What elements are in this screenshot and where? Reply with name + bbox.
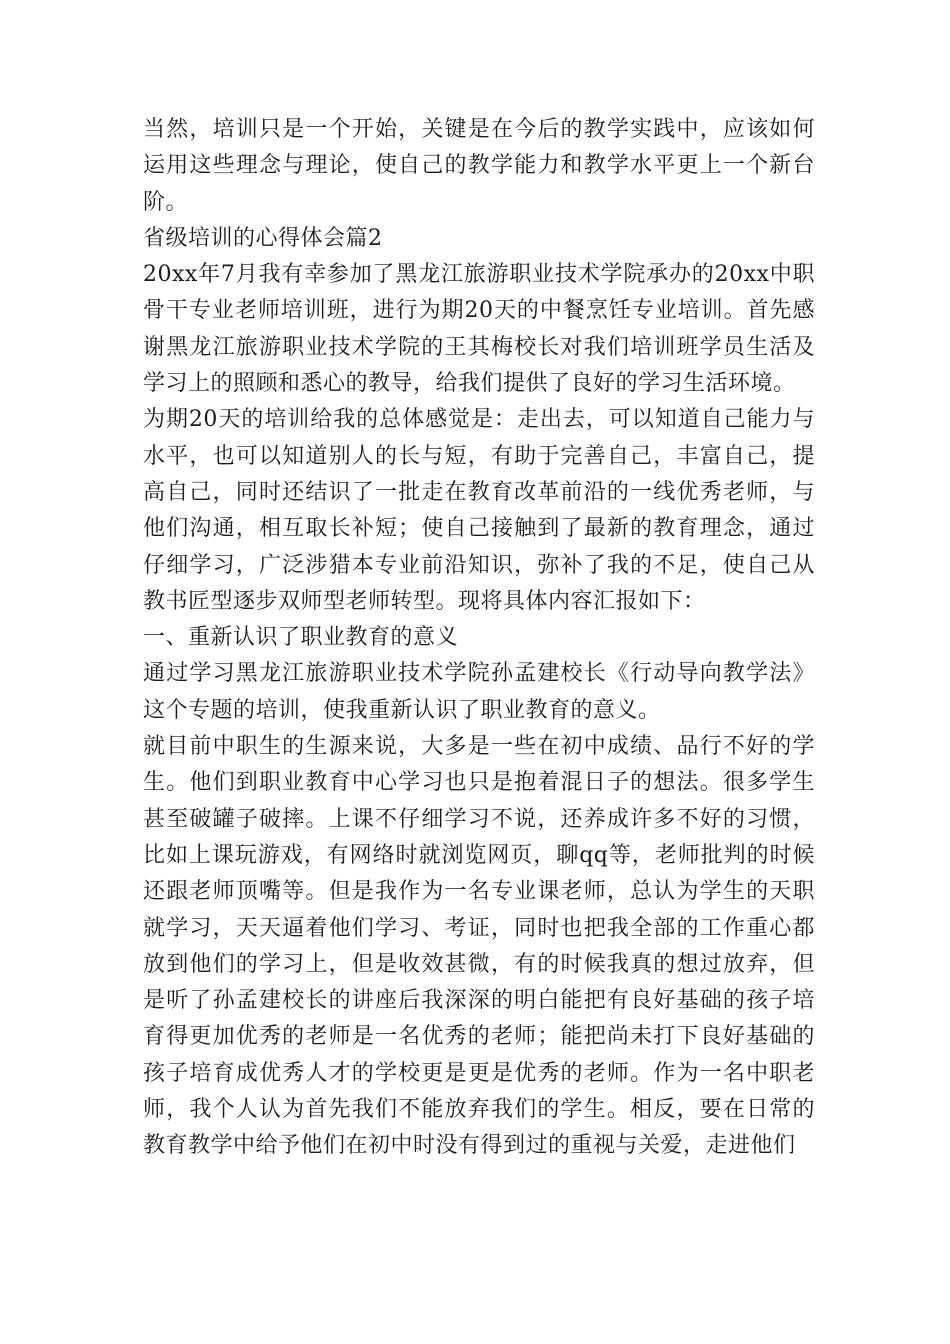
paragraph-overall-impression: 为期20天的培训给我的总体感觉是：走出去，可以知道自己能力与水平，也可以知道别人的长与短，有助于完善自己，丰富自己，提高自己，同时还结识了一批走在教育改革前沿的一线优秀老师，与他们沟通，相互取长补短；使自己接触到了最新的教育理念，通过仔细学习，广泛涉猎本专业前沿知识，弥补了我的不足，使自己从教书匠型逐步双师型老师转型。现将具体内容汇报如下： [143,407,815,614]
paragraph-intro: 当然，培训只是一个开始，关键是在今后的教学实践中，应该如何运用这些理念与理论，使自己的教学能力和教学水平更上一个新台阶。 [143,117,815,215]
paragraph-lecture: 通过学习黑龙江旅游职业技术学院孙孟建校长《行动导向教学法》这个专题的培训，使我重新认识了职业教育的意义。 [143,661,815,723]
subsection-heading: 一、重新认识了职业教育的意义 [143,625,459,651]
paragraph-training-overview: 20xx年7月我有幸参加了黑龙江旅游职业技术学院承办的20xx中职骨干专业老师培训班，进行为期20天的中餐烹饪专业培训。首先感谢黑龙江旅游职业技术学院的王其梅校长对我们培训班学员生活及学习上的照顾和悉心的教导，给我们提供了良好的学习生活环境。 [143,262,815,397]
document-body [143,112,815,1165]
section-title: 省级培训的心得体会篇2 [143,225,383,251]
paragraph-students: 就目前中职生的生源来说，大多是一些在初中成绩、品行不好的学生。他们到职业教育中心学习也只是抱着混日子的想法。很多学生甚至破罐子破摔。上课不仔细学习不说，还养成许多不好的习惯，比如上课玩游戏，有网络时就浏览网页，聊qq等，老师批判的时候还跟老师顶嘴等。但是我作为一名专业课老师，总认为学生的天职就学习，天天逼着他们学习、考证，同时也把我全部的工作重心都放到他们的学习上，但是收效甚微，有的时候我真的想过放弃，但是听了孙孟建校长的讲座后我深深的明白能把有良好基础的孩子培育得更加优秀的老师是一名优秀的老师；能把尚未打下良好基础的孩子培育成优秀人才的学校更是更是优秀的老师。作为一名中职老师，我个人认为首先我们不能放弃我们的学生。相反，要在日常的教育教学中给予他们在初中时没有得到过的重视与关爱，走进他们 [143,734,815,1159]
